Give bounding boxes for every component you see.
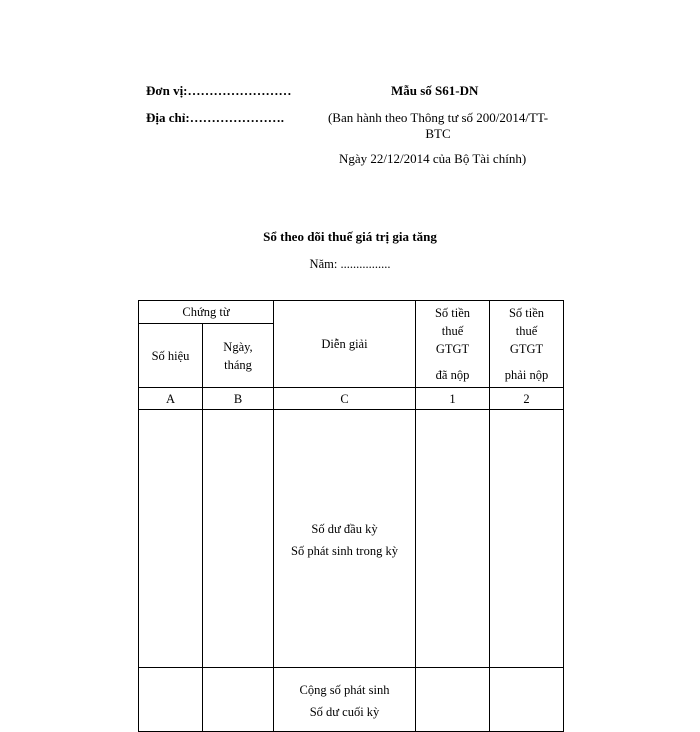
total-arising-label: Cộng số phát sinh xyxy=(299,683,390,697)
unit-field: Đơn vị:…………………… xyxy=(146,83,292,98)
paid-header-line: đã nộp xyxy=(435,368,470,382)
payable-header-line: phải nộp xyxy=(504,368,549,382)
issued-date-note: Ngày 22/12/2014 của Bộ Tài chính) xyxy=(339,151,527,166)
table-header-row xyxy=(139,301,564,324)
paid-amount-cell xyxy=(416,410,490,668)
voucher-number-header: Số hiệu xyxy=(139,324,203,388)
description-cell xyxy=(274,410,416,668)
payable-amount-header xyxy=(490,301,564,388)
voucher-date-header-line: Ngày, xyxy=(223,339,253,354)
column-code: 2 xyxy=(490,388,564,410)
address-field: Địa chỉ:…………………. xyxy=(146,110,284,125)
paid-amount-header xyxy=(416,301,490,388)
closing-balance-label: Số dư cuối kỳ xyxy=(309,705,380,719)
paid-header-line: GTGT xyxy=(435,342,470,356)
issued-by-note: (Ban hành theo Thông tư số 200/2014/TT-BTC xyxy=(327,110,549,141)
column-code-row xyxy=(139,388,564,410)
voucher-group-header: Chứng từ xyxy=(139,301,274,324)
voucher-date-header xyxy=(203,324,274,388)
column-code: B xyxy=(203,388,274,410)
payable-amount-cell xyxy=(490,410,564,668)
year-field: Năm: ................ xyxy=(309,257,391,271)
description-header: Diễn giải xyxy=(274,301,416,388)
voucher-number-cell xyxy=(139,410,203,668)
voucher-date-cell xyxy=(203,410,274,668)
payable-header-line: Số tiền xyxy=(508,306,545,320)
document-title: Sổ theo dõi thuế giá trị gia tăng xyxy=(263,229,437,244)
arising-in-period-label: Số phát sinh trong kỳ xyxy=(291,544,398,558)
form-number: Mẫu số S61-DN xyxy=(391,83,479,98)
paid-header-line: thuế xyxy=(441,324,464,338)
column-code: C xyxy=(274,388,416,410)
payable-header-line: GTGT xyxy=(509,342,544,356)
ledger-body-row xyxy=(139,410,564,668)
payable-header-line: thuế xyxy=(515,324,538,338)
opening-balance-label: Số dư đầu kỳ xyxy=(311,522,378,536)
column-code: 1 xyxy=(416,388,490,410)
column-code: A xyxy=(139,388,203,410)
vat-ledger-table xyxy=(138,300,564,732)
voucher-date-header-line: tháng xyxy=(224,357,252,372)
paid-header-line: Số tiền xyxy=(434,306,471,320)
